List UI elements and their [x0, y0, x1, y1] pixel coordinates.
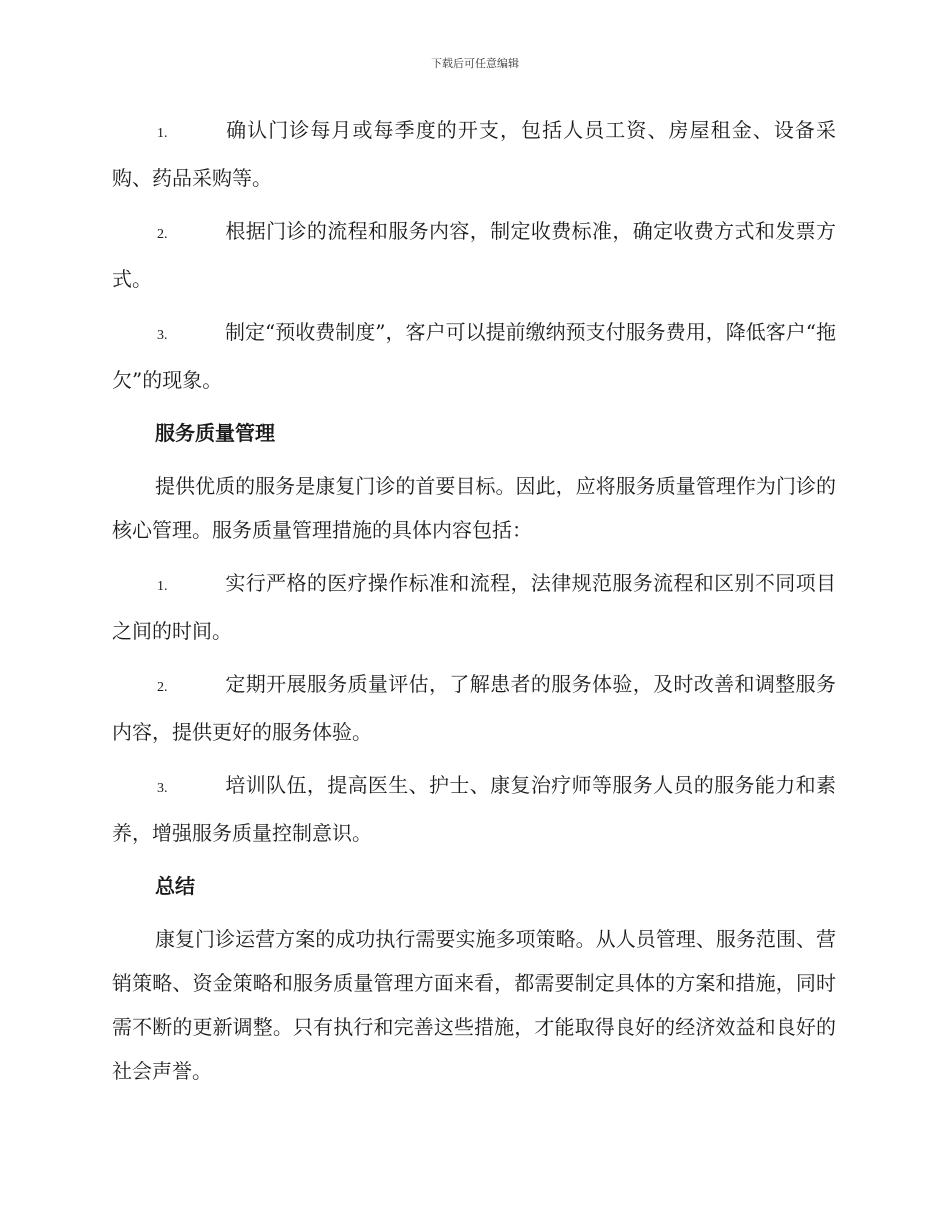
- list-item-text: 定期开展服务质量评估，了解患者的服务体验，及时改善和调整服务内容，提供更好的服务体验。: [112, 672, 836, 744]
- list-item: [112, 662, 836, 754]
- list-item-number: 3.: [157, 328, 168, 343]
- quality-intro-paragraph: 提供优质的服务是康复门诊的首要目标。因此，应将服务质量管理作为门诊的核心管理。服务质量管理措施的具体内容包括：: [112, 474, 836, 542]
- list-item-text: 确认门诊每月或每季度的开支，包括人员工资、房屋租金、设备采购、药品采购等。: [112, 118, 836, 190]
- list-item-number: 1.: [157, 126, 168, 141]
- list-item: [112, 108, 836, 200]
- list-item: [112, 209, 836, 301]
- list-item-number: 2.: [157, 680, 168, 695]
- list-item-number: 1.: [157, 579, 168, 594]
- summary-paragraph: 康复门诊运营方案的成功执行需要实施多项策略。从人员管理、服务范围、营销策略、资金策略和服务质量管理方面来看，都需要制定具体的方案和措施，同时需不断的更新调整。只有执行和完善这些措施，才能取得良好的经济效益和良好的社会声誉。: [112, 927, 836, 1083]
- list-item-number: 2.: [157, 227, 168, 242]
- section-heading-quality: 服务质量管理: [155, 421, 275, 445]
- page-header: 下载后可任意编辑: [431, 57, 519, 70]
- list-item-number: 3.: [157, 781, 168, 796]
- document-body: [112, 108, 836, 1102]
- list-item-text: 培训队伍，提高医生、护士、康复治疗师等服务人员的服务能力和素养，增强服务质量控制意识。: [112, 773, 836, 845]
- list-item-text: 根据门诊的流程和服务内容，制定收费标准，确定收费方式和发票方式。: [112, 219, 836, 291]
- list-item-text: 实行严格的医疗操作标准和流程，法律规范服务流程和区别不同项目之间的时间。: [112, 571, 836, 643]
- list-item: [112, 310, 836, 402]
- list-item: [112, 561, 836, 653]
- section-heading-summary: 总结: [155, 874, 195, 898]
- list-item: [112, 763, 836, 855]
- list-item-text: 制定“预收费制度”，客户可以提前缴纳预支付服务费用，降低客户“拖欠”的现象。: [112, 320, 836, 392]
